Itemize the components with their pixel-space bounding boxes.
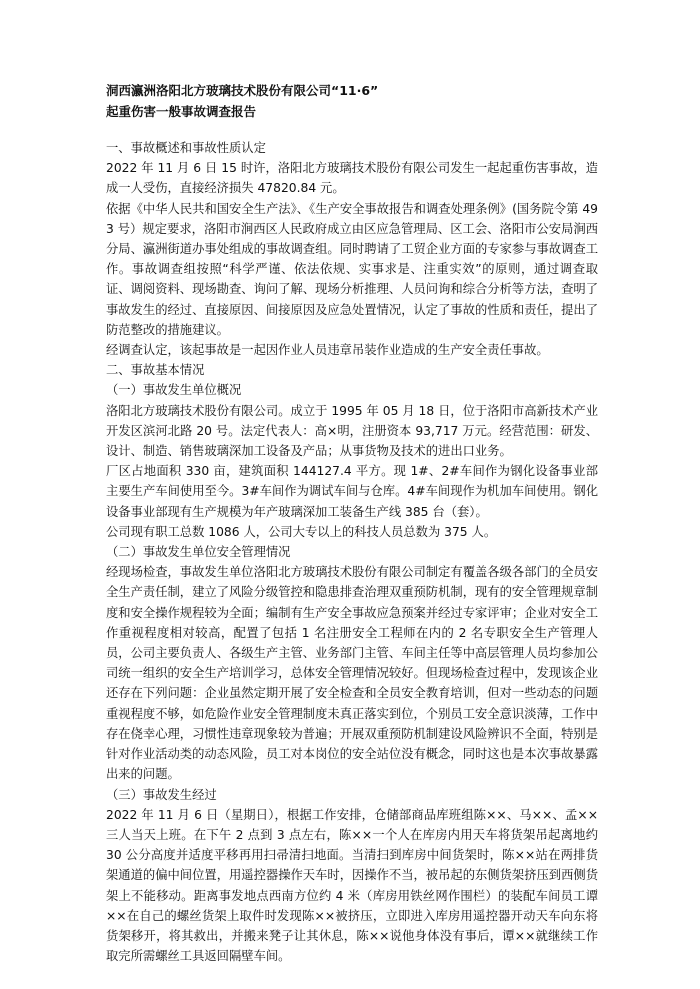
subsection-heading: （一）事故发生单位概况	[106, 383, 242, 398]
body-paragraph: 洛阳北方玻璃技术股份有限公司。成立于 1995 年 05 月 18 日，位于洛阳市高新技术产业开发区滨河北路 20 号。法定代表人：高×明，注册资本 93,717 万元。经营范围：研发、设计、制造、销售玻璃深加工设备及产品；从事货物及技术的进出口业务。	[106, 403, 598, 459]
section-heading: 一、事故概述和事故性质认定	[106, 141, 266, 155]
subsection-heading: （三）事故发生经过	[106, 787, 217, 802]
body-paragraph: 厂区占地面积 330 亩，建筑面积 144127.4 平方。现 1#、2#车间作为钢化设备事业部主要生产车间使用至今。3#车间作为调试车间与仓库。4#车间现作为机加车间使用。钢化设备事业部现有生产规模为年产玻璃深加工装备生产线 385 台（套）。	[106, 464, 598, 519]
report-body	[106, 138, 598, 966]
section-heading: 二、事故基本情况	[106, 363, 205, 378]
body-paragraph: 经现场检查，事故发生单位洛阳北方玻璃技术股份有限公司制定有覆盖各级各部门的全员安全生产责任制，建立了风险分级管控和隐患排查治理双重预防机制，现有的安全管理规章制度和安全操作规程较为全面；编制有生产安全事故应急预案并经过专家评审；企业对安全工作重视程度相对较高，配置了包括 1 名注册安全工程师在内的 2 名专职安全生产管理人员，公司主要负责人、各级生产主管、业务部门主管、车间主任等中高层管理人员均参加公司统一组织的安全生产培训学习，总体安全管理情况较好。但现场检查过程中，发现该企业还存在下列问题：企业虽然定期开展了安全检查和全员安全教育培训，但对一些动态的问题重视程度不够，如危险作业安全管理制度未真正落实到位，个别员工安全意识淡薄，工作中存在侥幸心理，习惯性违章现象较为普遍；开展双重预防机制建设风险辨识不全面，特别是针对作业活动类的动态风险，员工对本岗位的安全站位没有概念，同时这也是本次事故暴露出来的问题。	[106, 565, 598, 782]
body-paragraph: 2022 年 11 月 6 日 15 时许，洛阳北方玻璃技术股份有限公司发生一起起重伤害事故，造成一人受伤，直接经济损失 47820.84 元。	[106, 161, 598, 196]
report-title-line-2: 起重伤害一般事故调查报告	[106, 104, 257, 119]
report-page	[106, 80, 598, 966]
body-paragraph: 经调查认定，该起事故是一起因作业人员违章吊装作业造成的生产安全责任事故。	[106, 343, 549, 358]
subsection-heading: （二）事故发生单位安全管理情况	[106, 545, 291, 560]
title-spacer	[106, 122, 598, 138]
body-paragraph: 2022 年 11 月 6 日（星期日），根据工作安排，仓储部商品库班组陈××、马××、孟××三人当天上班。在下午 2 点到 3 点左右，陈××一个人在库房内用天车将货架吊起离地约 30 公分高度并适度平移再用扫帚清扫地面。当清扫到库房中间货架时，陈××站在两排货架通道的偏中间位置，用遥控器操作天车时，因操作不当，被吊起的东侧货架挤压到西侧货架上不能移动。距离事发地点西南方位约 4 米（库房用铁丝网作围栏）的装配车间员工谭××在自己的螺丝货架上取件时发现陈××被挤压，立即进入库房用遥控器开动天车向东将货架移开，将其救出，并搬来凳子让其休息，陈××说他身体没有事后，谭××就继续工作取完所需螺丝工具返回隔壁车间。	[106, 807, 598, 964]
body-paragraph: 公司现有职工总数 1086 人，公司大专以上的科技人员总数为 375 人。	[106, 524, 497, 539]
body-paragraph: 依据《中华人民共和国安全生产法》、《生产安全事故报告和调查处理条例》(国务院令第 493 号）规定要求，洛阳市涧西区人民政府成立由区应急管理局、区工会、洛阳市公安局涧西分局、瀛洲街道办事处组成的事故调查组。同时聘请了工贸企业方面的专家参与事故调查工作。事故调查组按照“科学严谨、依法依规、实事求是、注重实效”的原则，通过调查取证、调阅资料、现场勘查、询问了解、现场分析推理、人员问询和综合分析等方法，查明了事故发生的经过、直接原因、间接原因及应急处置情况，认定了事故的性质和责任，提出了防范整改的措施建议。	[106, 201, 598, 337]
report-title-line-1: 洞西瀛洲洛阳北方玻璃技术股份有限公司“11·6”	[106, 83, 379, 98]
